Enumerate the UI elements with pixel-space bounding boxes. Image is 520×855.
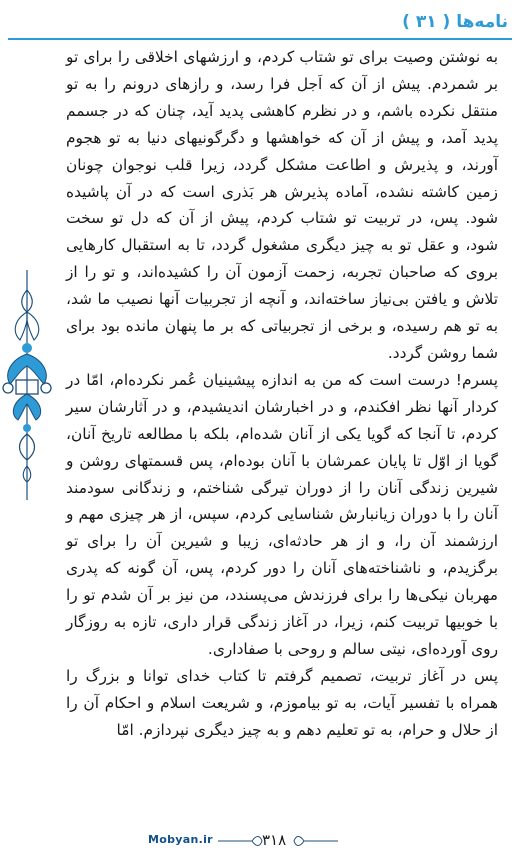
floral-ornament-icon [2, 270, 52, 500]
paragraph: به نوشتن وصیت برای تو شتاب کردم، و ارزشهای اخلاقی را برای تو بر شمردم. پیش از آن که اَجل فرا رسد، و رازهای درونم را به تو منتقل نکرده باشم، و در نظرم کاهشی پدید آید، چنان که در جسمم پدید آمد، و پیش از آن که خواهشها و دگرگونیهای دنیا به تو هجوم آورند، و پذیرش و اطاعت مشکل گردد، زیرا قلب نوجوان چونان زمین کاشته نشده، آماده پذیرش هر بَذری است که در آن پاشیده شود. پس، در تربیت تو شتاب کردم، پیش از آن که دل تو سخت شود، و عقل تو به چیز دیگری مشغول گردد، تا به استقبال کارهایی بروی که صاحبان تجربه، زحمت آزمون آن را کشیده‌اند، و تو را از تلاش و یافتن بی‌نیاز ساخته‌اند، و آنچه از تجربیات آنها نصیب ما شد، به تو هم رسیده، و برخی از تجربیاتی که بر ما پنهان مانده بود برای شما روشن گردد. [66, 48, 498, 362]
paragraph: پسرم! درست است که من به اندازه پیشینیان عُمر نکرده‌ام، امّا در کردار آنها نظر افکندم، و در اخبارشان اندیشیدم، و در آثارشان سیر کردم، تا آنجا که گویا یکی از آنان شده‌ام، بلکه با مطالعه تاریخ آنان، گویا از اوّل تا پایان عمرشان با آنان بوده‌ام، پس قسمتهای روشن و شیرین زندگی آنان را از دوران تیرگی شناختم، و زندگانی سودمند آنان را با دوران زیانبارش شناسایی کردم، سپس، از هر چیزی مهم و ارزشمند آن را، و از هر حادثه‌ای، زیبا و شیرین آن را برای تو برگزیدم، و ناشناخته‌های آنان را دور کردم، پس، آن گونه که پدری مهربان نیکی‌ها را برای فرزندش می‌پسندد، من نیز بر آن شدم تو را با خوبیها تربیت کنم، زیرا، در آغاز زندگی قرار داری، تازه به روزگار روی آورده‌ای، نیتی سالم و روحی با صفاداری. [66, 370, 498, 658]
paragraph: پس در آغاز تربیت، تصمیم گرفتم تا کتاب خدای توانا و بزرگ را همراه با تفسیر آیات، به تو بیاموزم، و شریعت اسلام و احکام آن را از حلال و حرام، به تو تعلیم دهم و به چیز دیگری نپردازم. امّا [66, 666, 498, 739]
page-footer [0, 829, 520, 853]
site-label: Mobyan.ir [148, 833, 213, 846]
page-number: ۳۱۸ [262, 831, 287, 849]
text-body [66, 44, 498, 744]
page-header [8, 8, 512, 40]
chapter-title: نامه‌ها ( ۳۱ ) [402, 12, 508, 32]
